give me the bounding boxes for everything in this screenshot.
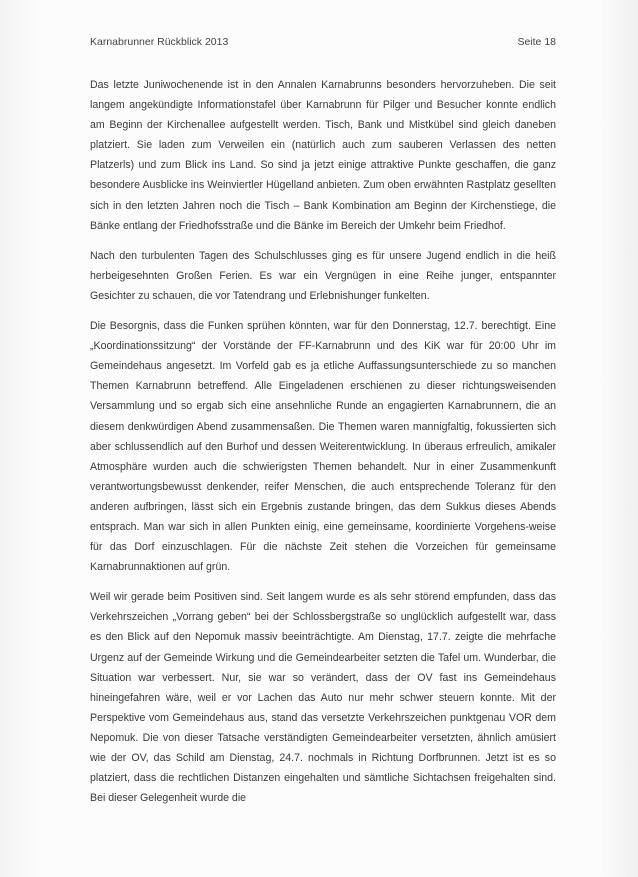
paragraph: Weil wir gerade beim Positiven sind. Seit langem wurde es als sehr störend empfunden, dass das Verkehrszeichen „Vorrang geben“ bei der Schlossbergstraße so unglücklich aufgestellt war, dass es den Blick auf den Nepomuk massiv beeinträchtigte. Am Dienstag, 17.7. zeigte die mehrfache Urgenz auf der Gemeinde Wirkung und die Gemeindearbeiter setzten die Tafel um. Wunderbar, die Situation war verbessert. Nur, sie war so verändert, dass der OV fast ins Gemeindehaus hineingefahren wäre, weil er vor Lachen das Auto nur mehr schwer steuern konnte. Mit der Perspektive vom Gemeindehaus aus, stand das versetzte Verkehrszeichen punktgenau VOR dem Nepomuk. Die von dieser Tatsache verständigten Gemeindearbeiter versetzten, ähnlich amüsiert wie der OV, das Schild am Dienstag, 24.7. nochmals in Richtung Dorfbrunnen. Jetzt ist es so platziert, dass die rechtlichen Distanzen eingehalten und sämtliche Sichtachsen freigehalten sind. Bei dieser Gelegenheit wurde die — [90, 591, 556, 805]
paragraph: Das letzte Juniwochenende ist in den Annalen Karnabrunns besonders hervorzuheben. Die seit langem angekündigte Informationstafel über Karnabrunn für Pilger und Besucher konnte endlich am Beginn der Kirchenallee aufgestellt werden. Tisch, Bank und Mistkübel sind gleich daneben platziert. Sie laden zum Verweilen ein (natürlich auch zum sauberen Verlassen des netten Platzerls) und zum Blick ins Land. So sind ja jetzt einige attraktive Punkte geschaffen, die ganz besondere Ausblicke ins Weinviertler Hügelland anbieten. Zum oben erwähnten Rastplatz gesellten sich in den letzten Jahren noch die Tisch – Bank Kombination am Beginn der Kirchenstiege, die Bänke entlang der Friedhofsstraße und die Bänke im Bereich der Umkehr beim Friedhof. — [90, 79, 556, 232]
paragraph: Die Besorgnis, dass die Funken sprühen könnten, war für den Donnerstag, 12.7. berechtigt. Eine „Koordinationssitzung“ der Vorstände der FF-Karnabrunn und des KiK war für 20:00 Uhr im Gemeindehaus angesetzt. Im Vorfeld gab es ja etliche Auffassungsunterschiede zu so manchen Themen Karnabrunn betreffend. Alle Eingeladenen erschienen zu dieser richtungsweisenden Versammlung und so ergab sich eine ansehnliche Runde an engagierten Karnabrunnern, die an diesem denkwürdigen Abend zusammensaßen. Die Themen waren mannigfaltig, fokussierten sich aber schlussendlich auf den Burhof und dessen Weiterentwicklung. In überaus erfreulich, amikaler Atmosphäre wurden auch die schwierigsten Themen behandelt. Nur in einer Zusammenkunft verantwortungsbewusst denkender, reifer Menschen, die auch entsprechende Toleranz für den anderen aufbringen, lässt sich ein Ergebnis zustande bringen, das dem Sukkus dieses Abends entsprach. Man war sich in allen Punkten einig, eine gemeinsame, koordinierte Vorgehens-weise für das Dorf einzuschlagen. Für die nächste Zeit stehen die Vorzeichen für gemeinsame Karnabrunnaktionen auf grün. — [90, 320, 556, 574]
page-header — [90, 36, 556, 48]
paragraph: Nach den turbulenten Tagen des Schulschlusses ging es für unsere Jugend endlich in die heiß herbeigesehnten Großen Ferien. Es war ein Vergnügen in eine Reihe junger, entspannter Gesichter zu schauen, die vor Tatendrang und Erlebnishunger funkelten. — [90, 249, 556, 302]
page-number: Seite 18 — [517, 36, 556, 48]
body-text — [90, 75, 556, 818]
header-title: Karnabrunner Rückblick 2013 — [90, 36, 229, 48]
